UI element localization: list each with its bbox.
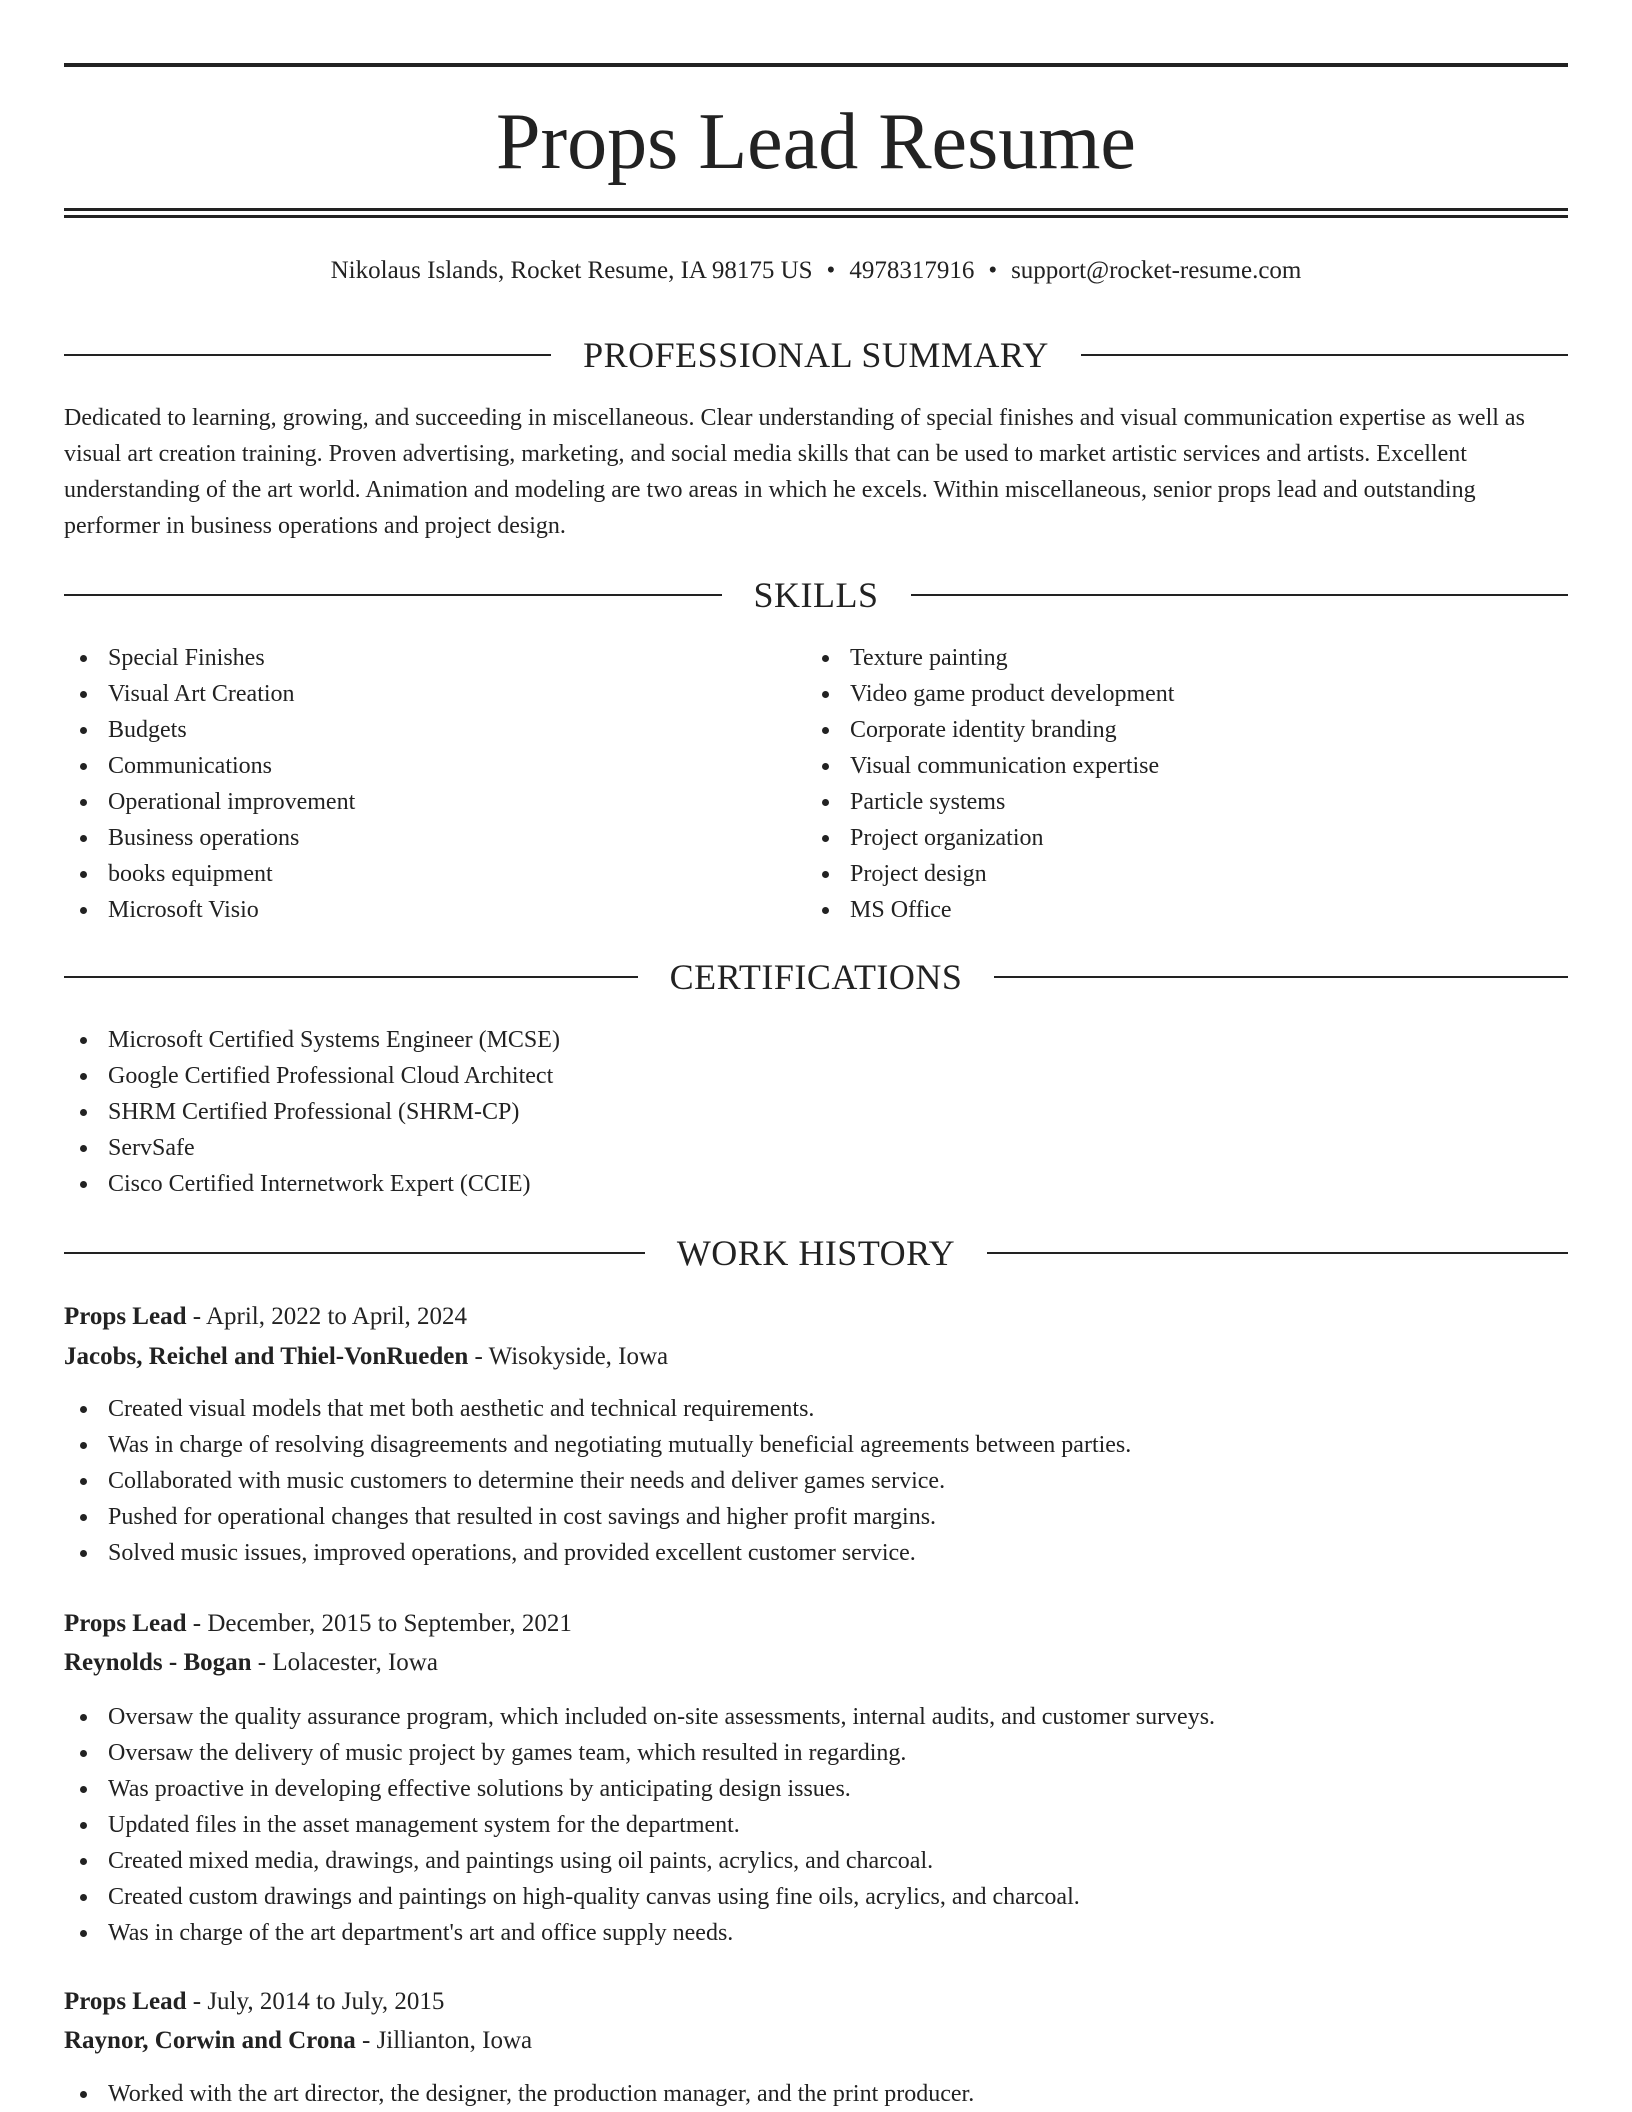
job-company: Raynor, Corwin and Crona bbox=[64, 2027, 356, 2054]
contact-address: Nikolaus Islands, Rocket Resume, IA 98175 US bbox=[330, 257, 813, 284]
job-role: Props Lead bbox=[64, 1988, 187, 2015]
resume-title: Props Lead Resume bbox=[496, 98, 1136, 186]
job-role: Props Lead bbox=[64, 1303, 187, 1330]
contact-separator: • bbox=[826, 257, 836, 284]
skill-item: Corporate identity branding bbox=[806, 712, 1506, 748]
certification-item: ServSafe bbox=[64, 1130, 1464, 1166]
heading-rule bbox=[64, 594, 722, 596]
skill-item: Visual Art Creation bbox=[64, 676, 764, 712]
skill-item: Communications bbox=[64, 748, 764, 784]
heading-rule bbox=[64, 976, 638, 978]
contact-email: support@rocket-resume.com bbox=[1011, 257, 1302, 284]
job-duty-item: Collaborated with music customers to determine their needs and deliver games service. bbox=[64, 1463, 1544, 1499]
heading-rule bbox=[1081, 354, 1568, 356]
job-title-line: Props Lead - April, 2022 to April, 2024 bbox=[64, 1303, 468, 1330]
job-duty-item: Created custom drawings and paintings on high-quality canvas using fine oils, acrylics, and charcoal. bbox=[64, 1879, 1544, 1915]
skill-item: Business operations bbox=[64, 820, 764, 856]
section-title: SKILLS bbox=[753, 575, 879, 615]
job-duties-list bbox=[64, 1391, 1544, 1571]
job-dates: July, 2014 to July, 2015 bbox=[207, 1988, 445, 2015]
certification-item: Google Certified Professional Cloud Architect bbox=[64, 1058, 1464, 1094]
contact-separator: • bbox=[988, 257, 998, 284]
contact-line bbox=[0, 254, 1632, 288]
job-company-line: Reynolds - Bogan - Lolacester, Iowa bbox=[64, 1649, 438, 1676]
skill-item: Project organization bbox=[806, 820, 1506, 856]
skill-item: Video game product development bbox=[806, 676, 1506, 712]
job-duties-list bbox=[64, 2076, 1544, 2112]
skill-item: Special Finishes bbox=[64, 640, 764, 676]
job-company-line: Jacobs, Reichel and Thiel-VonRueden - Wisokyside, Iowa bbox=[64, 1343, 669, 1370]
job-role: Props Lead bbox=[64, 1610, 187, 1637]
job-duty-item: Updated files in the asset management system for the department. bbox=[64, 1807, 1544, 1843]
certification-item: Microsoft Certified Systems Engineer (MCSE) bbox=[64, 1022, 1464, 1058]
section-title: PROFESSIONAL SUMMARY bbox=[583, 335, 1049, 375]
title-double-rule-lower bbox=[64, 215, 1568, 218]
skill-item: books equipment bbox=[64, 856, 764, 892]
skill-item: Microsoft Visio bbox=[64, 892, 764, 928]
job-duty-item: Oversaw the delivery of music project by games team, which resulted in regarding. bbox=[64, 1735, 1544, 1771]
job-duty-item: Worked with the art director, the designer, the production manager, and the print producer. bbox=[64, 2076, 1544, 2112]
job-duty-item: Was in charge of the art department's art and office supply needs. bbox=[64, 1915, 1544, 1951]
job-company: Reynolds - Bogan bbox=[64, 1649, 252, 1676]
section-heading-work-history bbox=[64, 1233, 1568, 1273]
section-title: CERTIFICATIONS bbox=[669, 957, 963, 997]
job-duty-item: Pushed for operational changes that resulted in cost savings and higher profit margins. bbox=[64, 1499, 1544, 1535]
certification-item: SHRM Certified Professional (SHRM-CP) bbox=[64, 1094, 1464, 1130]
job-duty-item: Created mixed media, drawings, and paintings using oil paints, acrylics, and charcoal. bbox=[64, 1843, 1544, 1879]
heading-rule bbox=[994, 976, 1568, 978]
heading-rule bbox=[64, 1252, 645, 1254]
job-duty-item: Solved music issues, improved operations, and provided excellent customer service. bbox=[64, 1535, 1544, 1571]
job-duty-item: Was proactive in developing effective solutions by anticipating design issues. bbox=[64, 1771, 1544, 1807]
job-location: Lolacester, Iowa bbox=[272, 1649, 438, 1676]
job-duty-item: Oversaw the quality assurance program, which included on-site assessments, internal audits, and customer surveys. bbox=[64, 1699, 1544, 1735]
section-heading-skills bbox=[64, 575, 1568, 615]
contact-phone: 4978317916 bbox=[849, 257, 975, 284]
summary-text: Dedicated to learning, growing, and succeeding in miscellaneous. Clear understanding of special finishes and visual communication expertise as well as visual art creation training. Proven advertising, marketing, and social media skills that can be used to market artistic services and artists. Excellent understanding of the art world. Animation and modeling are two areas in which he excels. Within miscellaneous, senior props lead and outstanding performer in business operations and project design. bbox=[64, 405, 1525, 539]
job-company: Jacobs, Reichel and Thiel-VonRueden bbox=[64, 1343, 469, 1370]
certification-item: Cisco Certified Internetwork Expert (CCIE) bbox=[64, 1166, 1464, 1202]
title-double-rule-upper bbox=[64, 208, 1568, 211]
top-rule bbox=[64, 63, 1568, 67]
section-title: WORK HISTORY bbox=[676, 1233, 956, 1273]
heading-rule bbox=[911, 594, 1569, 596]
job-title-line: Props Lead - December, 2015 to September, 2021 bbox=[64, 1610, 572, 1637]
job-duty-item: Was in charge of resolving disagreements and negotiating mutually beneficial agreements between parties. bbox=[64, 1427, 1544, 1463]
skill-item: Project design bbox=[806, 856, 1506, 892]
job-title-line: Props Lead - July, 2014 to July, 2015 bbox=[64, 1988, 445, 2015]
skill-item: Operational improvement bbox=[64, 784, 764, 820]
skill-item: Budgets bbox=[64, 712, 764, 748]
skills-list-left bbox=[64, 640, 764, 928]
job-dates: December, 2015 to September, 2021 bbox=[207, 1610, 572, 1637]
heading-rule bbox=[987, 1252, 1568, 1254]
skill-item: Texture painting bbox=[806, 640, 1506, 676]
job-location: Jillianton, Iowa bbox=[376, 2027, 533, 2054]
job-duty-item: Created visual models that met both aesthetic and technical requirements. bbox=[64, 1391, 1544, 1427]
certifications-list bbox=[64, 1022, 1464, 1202]
heading-rule bbox=[64, 354, 551, 356]
skill-item: Visual communication expertise bbox=[806, 748, 1506, 784]
job-dates: April, 2022 to April, 2024 bbox=[205, 1303, 468, 1330]
section-heading-summary bbox=[64, 335, 1568, 375]
job-duties-list bbox=[64, 1699, 1544, 1951]
skill-item: MS Office bbox=[806, 892, 1506, 928]
skills-list-right bbox=[806, 640, 1506, 928]
job-company-line: Raynor, Corwin and Crona - Jillianton, Iowa bbox=[64, 2027, 533, 2054]
job-location: Wisokyside, Iowa bbox=[488, 1343, 669, 1370]
skill-item: Particle systems bbox=[806, 784, 1506, 820]
section-heading-certifications bbox=[64, 957, 1568, 997]
